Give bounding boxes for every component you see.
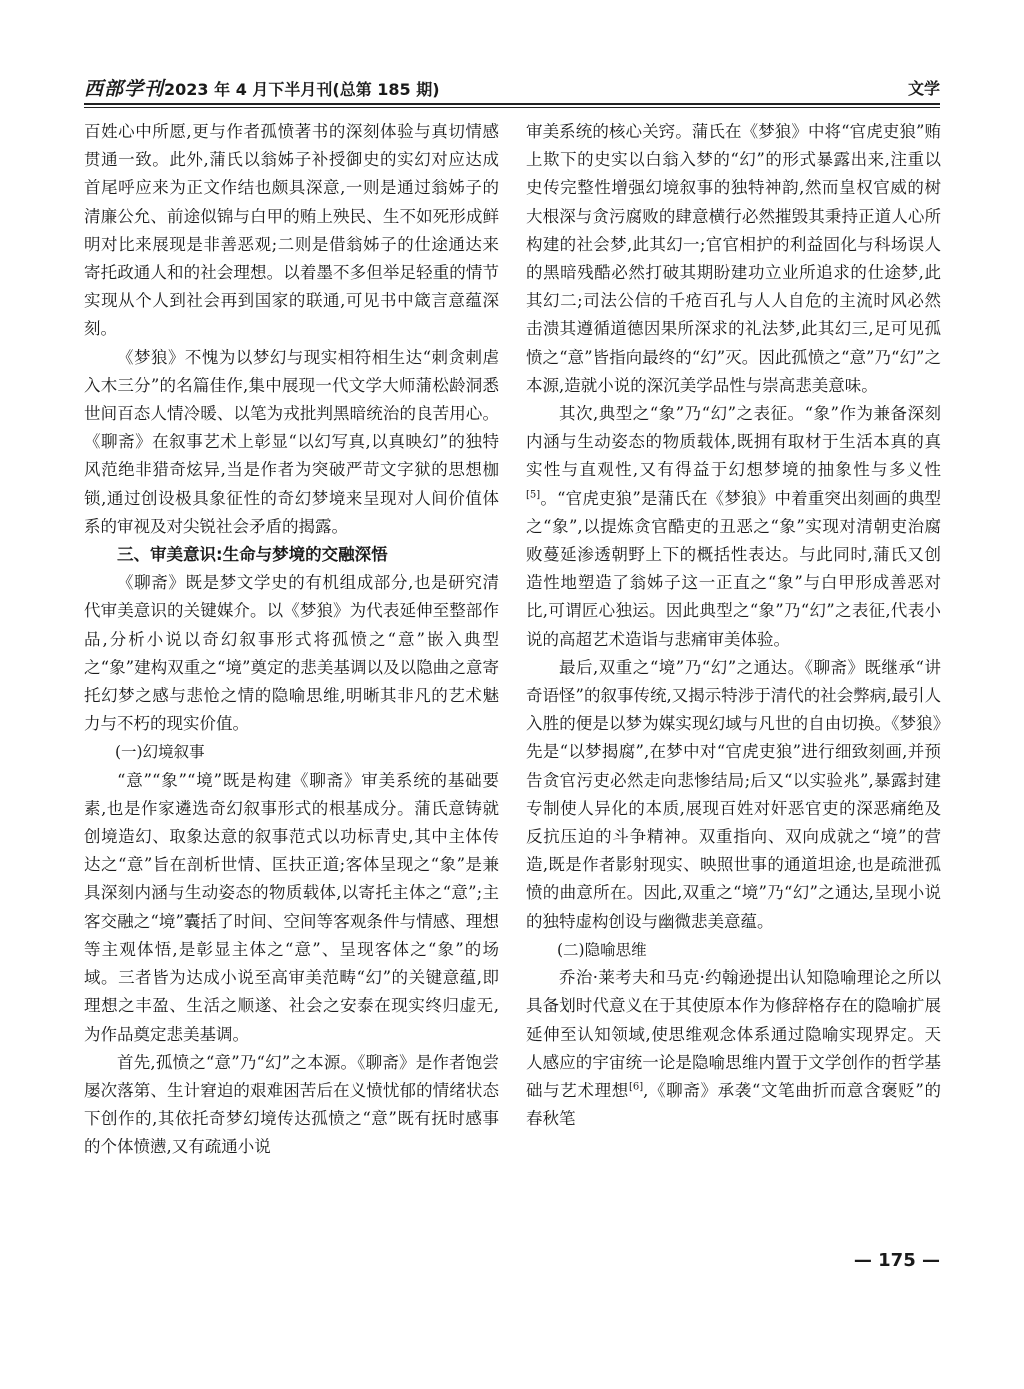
paragraph: 审美系统的核心关窍。蒲氏在《梦狼》中将“官虎吏狼”贿上欺下的史实以白翁入梦的“幻”的形式暴露出来,注重以史传完整性增强幻境叙事的独特神韵,然而皇权官威的树大根深与贪污腐败的肆意横行必然摧毁其秉持正道人心所构建的社会梦,此其幻一;官官相护的利益固化与科场误人的黑暗残酷必然打破其期盼建功立业所追求的仕途梦,此其幻二;司法公信的千疮百孔与人人自危的主流时风必然击溃其遵循道德因果所深求的礼法梦,此其幻三,足可见孤愤之“意”皆指向最终的“幻”灭。因此孤愤之“意”乃“幻”之本源,造就小说的深沉美学品性与崇高悲美意味。 (526, 122, 941, 395)
citation-ref: [6] (628, 1081, 644, 1093)
paragraph (526, 964, 941, 1133)
paragraph: 最后,双重之“境”乃“幻”之通达。《聊斋》既继承“讲奇语怪”的叙事传统,又揭示特涉于清代的社会弊病,最引人入胜的便是以梦为媒实现幻域与凡世的自由切换。《梦狼》先是“以梦揭腐”,在梦中对“官虎吏狼”进行细致刻画,并预告贪官污吏必然走向悲惨结局;后又“以实验兆”,暴露封建专制使人异化的本质,展现百姓对奸恶官吏的深恶痛绝及反抗压迫的斗争精神。双重指向、双向成就之“境”的营造,既是作者影射现实、映照世事的通道坦途,也是疏泄孤愤的曲意所在。因此,双重之“境”乃“幻”之通达,呈现小说的独特虚构创设与幽微悲美意蕴。 (526, 657, 941, 931)
paragraph: 《梦狼》不愧为以梦幻与现实相符相生达“刺贪刺虐入木三分”的名篇佳作,集中展现一代文学大师蒲松龄洞悉世间百态人情冷暖、以笔为戎批判黑暗统治的良苦用心。《聊斋》在叙事艺术上彰显“以幻写真,以真映幻”的独特风范绝非猎奇炫异,当是作者为突破严苛文字狱的思想枷锁,通过创设极具象征性的奇幻梦境来呈现对人间价值体系的审视及对尖锐社会矛盾的揭露。 (84, 347, 499, 536)
paragraph-text: 其次,典型之“象”乃“幻”之表征。“象”作为兼备深刻内涵与生动姿态的物质载体,既拥有取材于生活本真的真实性与直观性,又有得益于幻想梦境的抽象性与多义性 (526, 404, 941, 480)
page-number: — 175 — (853, 1250, 940, 1271)
running-header (84, 70, 940, 104)
paragraph: 《聊斋》既是梦文学史的有机组成部分,也是研究清代审美意识的关键媒介。以《梦狼》为代表延伸至整部作品,分析小说以奇幻叙事形式将孤愤之“意”嵌入典型之“象”建构双重之“境”奠定的悲美基调以及以隐曲之意寄托幻梦之感与悲怆之情的隐喻思维,明晰其非凡的艺术魅力与不朽的现实价值。 (84, 573, 499, 734)
paragraph-text: 。“官虎吏狼”是蒲氏在《梦狼》中着重突出刻画的典型之“象”,以提炼贪官酷吏的丑恶之“象”实现对清朝吏治腐败蔓延渗透朝野上下的概括性表达。与此同时,蒲氏又创造性地塑造了翁姊子这一正直之“象”与白甲形成善恶对比,可谓匠心独运。因此典型之“象”乃“幻”之表征,代表小说的高超艺术造诣与悲痛审美体验。 (526, 488, 941, 649)
subsection-heading: (一)幻境叙事 (115, 743, 205, 762)
citation-ref: [5] (526, 489, 541, 501)
left-column (84, 118, 499, 1162)
paragraph-text: 乔治·莱考夫和马克·约翰逊提出认知隐喻理论之所以具备划时代意义在于其使原本作为修辞格存在的隐喻扩展延伸至认知领域,使思维观念体系通过隐喻实现界定。天人感应的宇宙统一论是隐喻思维内置于文学创作的哲学基础与艺术理想 (526, 968, 941, 1100)
header-rule (84, 103, 940, 108)
paragraph: 首先,孤愤之“意”乃“幻”之本源。《聊斋》是作者饱尝屡次落第、生计窘迫的艰难困苦后在义愤忧郁的情绪状态下创作的,其依托奇梦幻境传达孤愤之“意”既有抚时感事的个体愤懑,又有疏通小说 (84, 1052, 499, 1157)
right-column (526, 118, 941, 1133)
paragraph: “意”“象”“境”既是构建《聊斋》审美系统的基础要素,也是作家遴选奇幻叙事形式的根基成分。蒲氏意铸就创境造幻、取象达意的叙事范式以功标青史,其中主体传达之“意”旨在剖析世情、匡扶正道;客体呈现之“象”是兼具深刻内涵与生动姿态的物质载体,以寄托主体之“意”;主客交融之“境”囊括了时间、空间等客观条件与情感、理想等主观体悟,是彰显主体之“意”、呈现客体之“象”的场域。三者皆为达成小说至高审美范畴“幻”的关键意蕴,即理想之丰盈、生活之顺遂、社会之安泰在现实终归虚无,为作品奠定悲美基调。 (84, 770, 499, 1044)
section-name: 文学 (907, 78, 940, 98)
subsection-heading: (二)隐喻思维 (557, 940, 647, 959)
paragraph: 百姓心中所愿,更与作者孤愤著书的深刻体验与真切情感贯通一致。此外,蒲氏以翁姊子补授御史的实幻对应达成首尾呼应来为正文作结也颇具深意,一则是通过翁姊子的清廉公允、前途似锦与白甲的贿上殃民、生不如死形成鲜明对比来展现是非善恶观;二则是借翁姊子的仕途通达来寄托政通人和的社会理想。以着墨不多但举足轻重的情节实现从个人到社会再到国家的联通,可见书中箴言意蕴深刻。 (84, 122, 499, 339)
paragraph (526, 400, 941, 654)
paragraph-text: ,《聊斋》承袭“文笔曲折而意含褒贬”的春秋笔 (526, 1080, 942, 1129)
header-left (84, 74, 440, 101)
journal-logo: 西部学刊 (84, 77, 165, 100)
issue-info: 2023 年 4 月下半月刊(总第 185 期) (164, 79, 440, 99)
section-heading: 三、审美意识:生命与梦境的交融深悟 (117, 545, 388, 565)
